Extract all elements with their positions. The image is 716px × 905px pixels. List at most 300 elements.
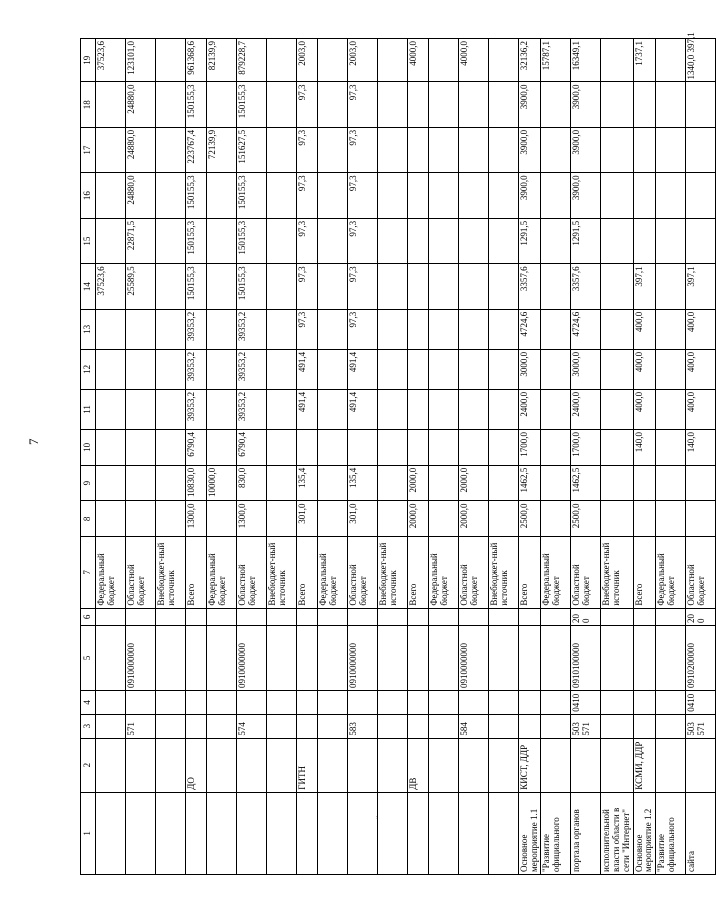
table-cell: 97,3 (297, 264, 318, 309)
table-cell (429, 309, 459, 349)
table-cell (267, 309, 297, 349)
table-cell: "Развитие официального (656, 792, 686, 874)
table-cell (96, 690, 126, 714)
table-cell: 0910000000 (126, 625, 156, 690)
table-cell (686, 173, 716, 218)
column-header: 17 (81, 127, 96, 172)
column-header: 8 (81, 501, 96, 537)
table-cell: 400,0 (633, 349, 655, 389)
table-cell (318, 608, 348, 625)
table-cell (459, 429, 489, 465)
table-cell: Федеральный бюджет (656, 537, 686, 608)
column-header: 13 (81, 309, 96, 349)
table-cell (96, 349, 126, 389)
table-row (318, 39, 348, 875)
table-cell (541, 349, 571, 389)
table-row (156, 39, 186, 875)
table-cell (541, 429, 571, 465)
table-cell (348, 738, 378, 792)
table-cell (267, 389, 297, 429)
table-cell: 150155,3 (186, 82, 207, 127)
table-cell: 123101,0 (126, 39, 156, 82)
table-cell: 10000,0 (207, 465, 237, 501)
table-cell (489, 792, 519, 874)
table-cell: сайта (686, 792, 716, 874)
table-cell (96, 714, 126, 738)
table-cell (489, 738, 519, 792)
table-cell (126, 349, 156, 389)
table-cell (408, 218, 429, 263)
table-cell (489, 625, 519, 690)
table-cell (489, 429, 519, 465)
table-cell (207, 82, 237, 127)
table-cell (267, 429, 297, 465)
table-cell (297, 690, 318, 714)
table-row (633, 39, 655, 875)
table-cell (601, 690, 633, 714)
table-cell (96, 738, 126, 792)
table-cell (633, 714, 655, 738)
table-cell: 150155,3 (237, 264, 267, 309)
table-cell (267, 173, 297, 218)
table-cell: 200 (686, 608, 716, 625)
table-cell: 2003,0 (297, 39, 318, 82)
table-cell (429, 738, 459, 792)
table-cell (489, 714, 519, 738)
table-cell: 491,4 (297, 349, 318, 389)
table-cell (633, 82, 655, 127)
table-cell (156, 39, 186, 82)
table-cell: 97,3 (297, 82, 318, 127)
table-cell (408, 608, 429, 625)
table-cell (489, 389, 519, 429)
table-cell: Областной бюджет (348, 537, 378, 608)
table-cell (156, 792, 186, 874)
table-cell (459, 218, 489, 263)
table-cell: Внебюджет-ный источник (378, 537, 408, 608)
table-cell (348, 792, 378, 874)
table-cell (378, 690, 408, 714)
table-cell (408, 389, 429, 429)
table-cell (408, 173, 429, 218)
table-cell: Всего (186, 537, 207, 608)
column-header: 7 (81, 537, 96, 608)
table-cell (318, 127, 348, 172)
column-header: 16 (81, 173, 96, 218)
table-cell: 150155,3 (237, 173, 267, 218)
table-cell: 150155,3 (237, 82, 267, 127)
table-cell (459, 127, 489, 172)
table-cell (686, 465, 716, 501)
table-cell (186, 690, 207, 714)
table-cell (156, 738, 186, 792)
table-cell (601, 429, 633, 465)
table-cell: 97,3 (348, 173, 378, 218)
table-cell (156, 429, 186, 465)
table-cell (126, 501, 156, 537)
table-cell (378, 501, 408, 537)
table-cell: 97,3 (297, 127, 318, 172)
table-cell (318, 714, 348, 738)
table-row (571, 39, 601, 875)
table-cell: 1300,0 (237, 501, 267, 537)
table-cell (601, 349, 633, 389)
table-cell: 150155,3 (186, 218, 207, 263)
table-cell (297, 792, 318, 874)
table-cell (96, 309, 126, 349)
table-cell (408, 127, 429, 172)
table-cell (297, 714, 318, 738)
table-cell: 10830,0 (186, 465, 207, 501)
table-cell (96, 429, 126, 465)
table-cell: 830,0 (237, 465, 267, 501)
table-cell (429, 608, 459, 625)
table-cell: 400,0 (633, 389, 655, 429)
table-cell: 4000,0 (408, 39, 429, 82)
table-cell: 24880,0 (126, 82, 156, 127)
table-cell (96, 608, 126, 625)
table-cell: 6790,4 (186, 429, 207, 465)
table-cell (489, 127, 519, 172)
table-cell: Всего (519, 537, 541, 608)
table-row (96, 39, 126, 875)
table-cell (519, 625, 541, 690)
table-cell: Федеральный бюджет (318, 537, 348, 608)
table-cell (237, 738, 267, 792)
column-header: 4 (81, 690, 96, 714)
table-cell: 400,0 (686, 389, 716, 429)
table-cell: Внебюджет-ный источник (489, 537, 519, 608)
table-cell: 39353,2 (237, 349, 267, 389)
table-cell (126, 792, 156, 874)
table-cell (601, 309, 633, 349)
table-cell: 97,3 (297, 309, 318, 349)
table-cell (96, 82, 126, 127)
table-cell (686, 82, 716, 127)
table-row (429, 39, 459, 875)
table-cell (429, 127, 459, 172)
column-header: 11 (81, 389, 96, 429)
table-cell (601, 389, 633, 429)
table-cell: 135,4 (348, 465, 378, 501)
table-row (207, 39, 237, 875)
table-cell (126, 465, 156, 501)
table-cell: 1300,0 (186, 501, 207, 537)
table-cell: 16349,1 (571, 39, 601, 82)
table-cell: 15787,1 (541, 39, 571, 82)
table-cell: 3900,0 (571, 127, 601, 172)
table-cell (348, 690, 378, 714)
table-cell (571, 738, 601, 792)
table-cell: 571 (126, 714, 156, 738)
table-cell: 4724,6 (519, 309, 541, 349)
table-cell: 0910000000 (348, 625, 378, 690)
table-cell (207, 625, 237, 690)
table-cell (489, 465, 519, 501)
table-cell: Основное мероприятие 1.2 (633, 792, 655, 874)
table-cell (408, 625, 429, 690)
table-cell: 574 (237, 714, 267, 738)
table-cell (541, 608, 571, 625)
table-cell: 3900,0 (571, 82, 601, 127)
table-cell (489, 608, 519, 625)
table-row (489, 39, 519, 875)
table-cell (318, 792, 348, 874)
table-cell (156, 608, 186, 625)
table-cell (489, 690, 519, 714)
column-header: 14 (81, 264, 96, 309)
table-cell (96, 173, 126, 218)
table-cell (318, 389, 348, 429)
table-cell (601, 501, 633, 537)
table-cell (656, 264, 686, 309)
table-cell (686, 218, 716, 263)
table-cell (237, 690, 267, 714)
table-cell (378, 39, 408, 82)
table-row (601, 39, 633, 875)
table-cell (633, 625, 655, 690)
table-row (541, 39, 571, 875)
table-cell (601, 714, 633, 738)
table-cell: Внебюджет-ный источник (267, 537, 297, 608)
table-cell (459, 349, 489, 389)
table-cell (408, 714, 429, 738)
table-cell: 140,0 (686, 429, 716, 465)
column-header: 6 (81, 608, 96, 625)
table-cell: Федеральный бюджет (541, 537, 571, 608)
table-cell (429, 465, 459, 501)
table-cell: 97,3 (348, 127, 378, 172)
table-cell (489, 349, 519, 389)
table-cell (378, 127, 408, 172)
table-cell: 400,0 (686, 349, 716, 389)
page-number: 7 (26, 438, 41, 445)
table-cell: 1700,0 (571, 429, 601, 465)
table-cell: 491,4 (348, 349, 378, 389)
table-cell: 0910000000 (237, 625, 267, 690)
table-cell: 301,0 (348, 501, 378, 537)
column-header: 2 (81, 738, 96, 792)
table-cell: 0910100000 (571, 625, 601, 690)
table-cell (601, 738, 633, 792)
table-cell: Основное мероприятие 1.1 (519, 792, 541, 874)
table-cell (207, 792, 237, 874)
table-cell (297, 429, 318, 465)
table-cell: 3900,0 (571, 173, 601, 218)
table-cell (378, 173, 408, 218)
table-cell: 491,4 (297, 389, 318, 429)
table-cell (519, 608, 541, 625)
table-cell: 2000,0 (408, 465, 429, 501)
table-cell (489, 39, 519, 82)
column-header: 12 (81, 349, 96, 389)
table-cell (601, 173, 633, 218)
table-cell: 1291,5 (519, 218, 541, 263)
table-cell (601, 218, 633, 263)
table-cell: 503 571 (571, 714, 601, 738)
table-cell (186, 714, 207, 738)
table-cell (267, 625, 297, 690)
table-cell (318, 625, 348, 690)
table-cell: 4000,0 (459, 39, 489, 82)
table-cell: 3900,0 (519, 127, 541, 172)
table-cell: КИСТ, ДДР (519, 738, 541, 792)
table-row (267, 39, 297, 875)
table-cell (633, 501, 655, 537)
table-cell (601, 39, 633, 82)
table-cell (656, 501, 686, 537)
table-cell (96, 465, 126, 501)
table-cell: 2500,0 (519, 501, 541, 537)
table-cell (207, 429, 237, 465)
table-cell (318, 738, 348, 792)
table-cell (656, 349, 686, 389)
table-cell: Областной бюджет (126, 537, 156, 608)
table-cell (126, 690, 156, 714)
table-cell (408, 792, 429, 874)
table-cell (318, 82, 348, 127)
table-cell (267, 690, 297, 714)
table-cell (408, 309, 429, 349)
table-cell (267, 714, 297, 738)
table-cell: 6790,4 (237, 429, 267, 465)
table-cell (318, 173, 348, 218)
table-cell (378, 389, 408, 429)
table-cell (378, 714, 408, 738)
table-cell (378, 349, 408, 389)
table-cell (686, 501, 716, 537)
table-row (297, 39, 318, 875)
table-cell (519, 690, 541, 714)
table-cell (489, 501, 519, 537)
budget-table (80, 32, 716, 875)
table-cell (378, 608, 408, 625)
table-cell (126, 608, 156, 625)
table-cell (126, 738, 156, 792)
table-cell (318, 501, 348, 537)
table-cell (318, 465, 348, 501)
table-cell: портала органов (571, 792, 601, 874)
table-cell (156, 501, 186, 537)
table-cell: Всего (408, 537, 429, 608)
table-cell: 24880,0 (126, 173, 156, 218)
table-cell: 25589,5 (126, 264, 156, 309)
table-cell (656, 608, 686, 625)
table-cell (656, 714, 686, 738)
table-cell: 2003,0 (348, 39, 378, 82)
table-cell (656, 429, 686, 465)
table-cell (126, 309, 156, 349)
table-cell (408, 264, 429, 309)
table-cell: 22871,5 (126, 218, 156, 263)
table-cell (408, 349, 429, 389)
table-cell: 135,4 (297, 465, 318, 501)
table-row (378, 39, 408, 875)
table-cell (459, 608, 489, 625)
table-cell (541, 218, 571, 263)
table-cell (656, 309, 686, 349)
table-cell (297, 625, 318, 690)
table-cell (318, 349, 348, 389)
table-cell (126, 429, 156, 465)
table-row (686, 39, 716, 875)
table-cell (156, 389, 186, 429)
table-cell (541, 501, 571, 537)
table-cell (156, 127, 186, 172)
table-cell (541, 173, 571, 218)
table-cell (429, 349, 459, 389)
table-cell (348, 429, 378, 465)
table-cell: 150155,3 (237, 218, 267, 263)
table-cell: Областной бюджет (571, 537, 601, 608)
table-cell (541, 309, 571, 349)
table-cell: 82139,9 (207, 39, 237, 82)
table-cell (656, 39, 686, 82)
table-cell (318, 309, 348, 349)
table-cell: 3900,0 (519, 82, 541, 127)
table-cell (378, 309, 408, 349)
table-cell: 0910200000 (686, 625, 716, 690)
table-cell (267, 792, 297, 874)
table-cell (267, 349, 297, 389)
table-cell: 583 (348, 714, 378, 738)
table-row (126, 39, 156, 875)
table-body (96, 32, 716, 875)
table-cell (207, 349, 237, 389)
table-cell (601, 264, 633, 309)
table-cell (267, 127, 297, 172)
table-cell (429, 429, 459, 465)
column-header: 3 (81, 714, 96, 738)
table-cell: 879228,7 (237, 39, 267, 82)
table-cell (601, 82, 633, 127)
table-row (519, 39, 541, 875)
table-cell (633, 690, 655, 714)
table-cell (656, 127, 686, 172)
table-cell (96, 127, 126, 172)
table-cell: 3357,6 (519, 264, 541, 309)
table-cell (408, 429, 429, 465)
table-cell: Федеральный бюджет (429, 537, 459, 608)
table-cell (541, 127, 571, 172)
table-cell (429, 39, 459, 82)
table-cell (429, 501, 459, 537)
table-row (459, 39, 489, 875)
table-cell (378, 218, 408, 263)
column-header: 5 (81, 625, 96, 690)
table-cell (541, 264, 571, 309)
table-cell (429, 690, 459, 714)
table-cell (459, 792, 489, 874)
table-cell (489, 82, 519, 127)
table-cell (207, 173, 237, 218)
table-cell (429, 389, 459, 429)
table-cell: 2400,0 (519, 389, 541, 429)
table-row (348, 39, 378, 875)
table-cell: 24880,0 (126, 127, 156, 172)
table-cell (686, 738, 716, 792)
table-row (656, 39, 686, 875)
table-cell (429, 82, 459, 127)
table-cell (318, 39, 348, 82)
table-cell: 400,0 (686, 309, 716, 349)
table-cell (207, 714, 237, 738)
table-cell: Всего (297, 537, 318, 608)
table-cell (156, 690, 186, 714)
table-cell: 97,3 (348, 218, 378, 263)
table-cell (459, 738, 489, 792)
table-cell: 3000,0 (519, 349, 541, 389)
